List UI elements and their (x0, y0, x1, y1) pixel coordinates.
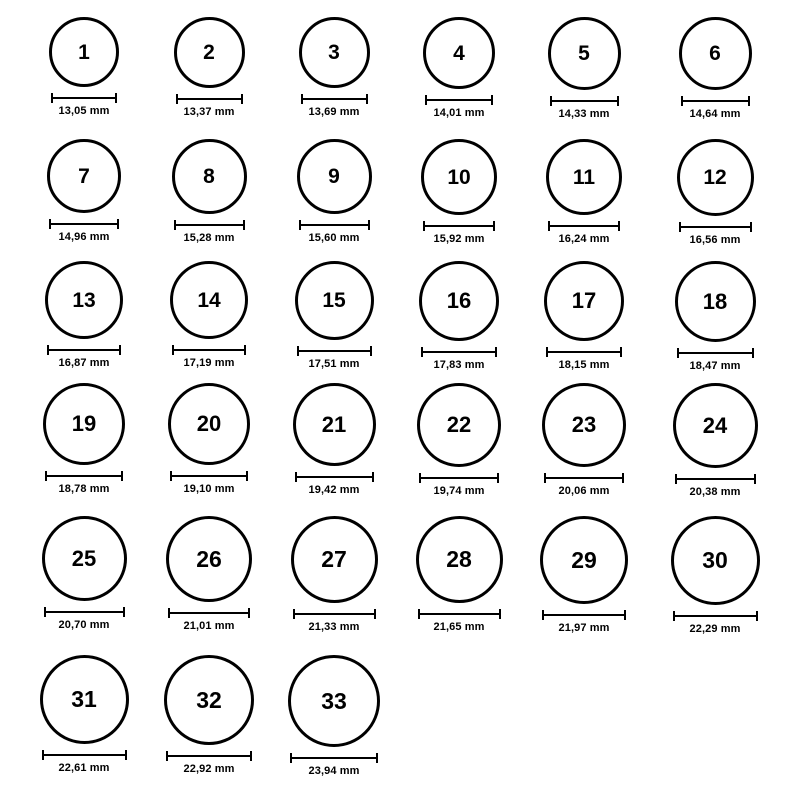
ring-circle (544, 261, 624, 341)
measure-cap-left (174, 220, 176, 230)
ring-size-item (147, 139, 271, 244)
ring-size-item (22, 139, 146, 243)
ring-size-item (397, 261, 521, 371)
measure-cap-right (493, 221, 495, 231)
measure-cap-right (370, 346, 372, 356)
measure-line (550, 100, 619, 102)
measure-line (168, 612, 250, 614)
ring-circle (546, 139, 622, 215)
measure-line (42, 754, 127, 756)
measure-cap-left (542, 610, 544, 620)
ring-circle (47, 139, 121, 213)
ring-size-item (272, 383, 396, 496)
ring-diameter-label: 20,38 mm (689, 486, 741, 498)
ring-size-item (147, 261, 271, 369)
ring-diameter-label: 18,47 mm (689, 360, 741, 372)
ring-diameter-label: 22,61 mm (58, 762, 110, 774)
ring-circle (45, 261, 123, 339)
diameter-measure-bar (170, 471, 248, 480)
ring-size-item (522, 139, 646, 245)
diameter-measure-bar (675, 474, 756, 483)
ring-diameter-label: 14,01 mm (433, 107, 485, 119)
measure-cap-right (754, 474, 756, 484)
measure-cap-right (248, 608, 250, 618)
ring-size-item (653, 17, 777, 120)
measure-cap-left (170, 471, 172, 481)
measure-line (419, 477, 499, 479)
ring-diameter-label: 13,05 mm (58, 105, 110, 117)
ring-circle (677, 139, 754, 216)
measure-line (297, 350, 372, 352)
ring-diameter-label: 21,97 mm (558, 622, 610, 634)
diameter-measure-bar (546, 347, 622, 356)
ring-size-item (147, 17, 271, 118)
ring-size-item (653, 261, 777, 372)
measure-cap-right (497, 473, 499, 483)
measure-cap-right (499, 609, 501, 619)
ring-circle (423, 17, 495, 89)
measure-cap-left (49, 219, 51, 229)
diameter-measure-bar (419, 473, 499, 482)
measure-line (425, 99, 493, 101)
measure-cap-right (119, 345, 121, 355)
ring-diameter-label: 15,60 mm (308, 232, 360, 244)
ring-size-number: 9 (328, 165, 340, 188)
measure-cap-left (681, 96, 683, 106)
diameter-measure-bar (423, 221, 495, 230)
ring-size-item (522, 261, 646, 371)
diameter-measure-bar (49, 219, 119, 228)
ring-diameter-label: 14,96 mm (58, 231, 110, 243)
diameter-measure-bar (293, 609, 376, 618)
ring-size-number: 14 (197, 288, 221, 312)
diameter-measure-bar (548, 221, 620, 230)
ring-size-item (22, 261, 146, 369)
ring-diameter-label: 14,33 mm (558, 108, 610, 120)
diameter-measure-bar (166, 751, 252, 760)
measure-line (45, 475, 123, 477)
ring-circle (548, 17, 621, 90)
diameter-measure-bar (679, 222, 752, 231)
ring-circle (288, 655, 380, 747)
measure-line (299, 224, 370, 226)
ring-diameter-label: 22,92 mm (183, 763, 235, 775)
measure-cap-left (419, 473, 421, 483)
ring-size-number: 30 (702, 547, 728, 573)
diameter-measure-bar (677, 348, 754, 357)
measure-cap-right (756, 611, 758, 621)
measure-line (166, 755, 252, 757)
ring-circle (417, 383, 501, 467)
ring-diameter-label: 23,94 mm (308, 765, 360, 777)
ring-size-number: 16 (446, 288, 472, 313)
measure-cap-right (366, 94, 368, 104)
ring-circle (166, 516, 252, 602)
ring-size-item (397, 17, 521, 119)
ring-circle (542, 383, 626, 467)
measure-cap-left (423, 221, 425, 231)
ring-size-item (653, 139, 777, 246)
diameter-measure-bar (550, 96, 619, 105)
ring-size-item (22, 383, 146, 495)
ring-diameter-label: 21,33 mm (308, 621, 360, 633)
ring-size-number: 19 (71, 411, 97, 436)
diameter-measure-bar (174, 220, 245, 229)
ring-circle (168, 383, 250, 465)
ring-size-item (22, 17, 146, 117)
ring-size-number: 21 (321, 411, 347, 437)
measure-cap-right (620, 347, 622, 357)
ring-diameter-label: 19,74 mm (433, 485, 485, 497)
ring-diameter-label: 17,83 mm (433, 359, 485, 371)
ring-size-number: 31 (71, 686, 97, 712)
ring-size-number: 20 (196, 411, 222, 436)
ring-diameter-label: 17,19 mm (183, 357, 235, 369)
ring-size-number: 28 (446, 546, 472, 572)
ring-size-item (272, 516, 396, 633)
measure-cap-right (495, 347, 497, 357)
diameter-measure-bar (681, 96, 750, 105)
ring-size-number: 25 (71, 545, 97, 571)
measure-line (295, 476, 374, 478)
ring-size-item (147, 383, 271, 495)
measure-line (423, 225, 495, 227)
measure-line (51, 97, 117, 99)
ring-circle (172, 139, 247, 214)
measure-line (301, 98, 368, 100)
ring-size-number: 12 (703, 166, 727, 189)
measure-line (546, 351, 622, 353)
measure-line (174, 224, 245, 226)
ring-size-number: 11 (572, 165, 596, 189)
measure-cap-right (250, 751, 252, 761)
ring-circle (295, 261, 374, 340)
measure-cap-left (44, 607, 46, 617)
diameter-measure-bar (172, 345, 246, 354)
ring-circle (671, 516, 760, 605)
ring-size-item (22, 516, 146, 631)
ring-size-item (522, 383, 646, 497)
ring-diameter-label: 20,70 mm (58, 619, 110, 631)
ring-size-number: 1 (78, 40, 90, 64)
measure-cap-right (123, 607, 125, 617)
ring-size-number: 29 (571, 546, 597, 573)
ring-circle (679, 17, 752, 90)
diameter-measure-bar (176, 94, 243, 103)
ring-size-number: 7 (78, 164, 90, 188)
ring-size-item (397, 139, 521, 245)
diameter-measure-bar (418, 609, 501, 618)
ring-size-item (272, 261, 396, 370)
measure-cap-right (117, 219, 119, 229)
diameter-measure-bar (542, 610, 626, 619)
diameter-measure-bar (544, 473, 624, 482)
measure-cap-left (176, 94, 178, 104)
measure-cap-right (246, 471, 248, 481)
ring-size-number: 33 (321, 687, 347, 714)
measure-cap-right (748, 96, 750, 106)
measure-line (673, 615, 758, 617)
measure-cap-left (290, 753, 292, 763)
ring-size-number: 3 (328, 41, 340, 64)
ring-size-number: 6 (709, 42, 721, 65)
measure-cap-left (293, 609, 295, 619)
measure-cap-right (617, 96, 619, 106)
measure-cap-left (172, 345, 174, 355)
measure-cap-right (750, 222, 752, 232)
measure-line (418, 613, 501, 615)
ring-diameter-label: 20,06 mm (558, 485, 610, 497)
measure-cap-right (376, 753, 378, 763)
diameter-measure-bar (295, 472, 374, 481)
measure-cap-left (548, 221, 550, 231)
measure-cap-left (679, 222, 681, 232)
measure-cap-right (372, 472, 374, 482)
ring-circle (416, 516, 503, 603)
ring-size-item (147, 516, 271, 632)
measure-cap-right (374, 609, 376, 619)
ring-size-number: 4 (453, 41, 465, 65)
measure-cap-left (421, 347, 423, 357)
measure-line (176, 98, 243, 100)
measure-cap-right (622, 473, 624, 483)
measure-cap-left (675, 474, 677, 484)
ring-size-number: 13 (72, 288, 96, 312)
measure-cap-right (624, 610, 626, 620)
ring-diameter-label: 18,78 mm (58, 483, 110, 495)
diameter-measure-bar (301, 94, 368, 103)
measure-line (44, 611, 125, 613)
ring-size-number: 15 (322, 289, 346, 312)
measure-cap-left (301, 94, 303, 104)
measure-line (47, 349, 121, 351)
measure-line (172, 349, 246, 351)
ring-size-number: 10 (447, 165, 471, 189)
ring-circle (164, 655, 254, 745)
ring-size-item (522, 17, 646, 120)
ring-diameter-label: 22,29 mm (689, 623, 741, 635)
measure-cap-left (42, 750, 44, 760)
measure-cap-left (425, 95, 427, 105)
ring-size-item (397, 516, 521, 633)
ring-size-number: 32 (196, 686, 222, 713)
measure-cap-left (677, 348, 679, 358)
ring-circle (297, 139, 372, 214)
ring-diameter-label: 19,10 mm (183, 483, 235, 495)
measure-cap-left (546, 347, 548, 357)
ring-size-number: 27 (321, 546, 347, 572)
diameter-measure-bar (47, 345, 121, 354)
measure-line (170, 475, 248, 477)
ring-size-item (397, 383, 521, 497)
measure-line (681, 100, 750, 102)
ring-circle (419, 261, 499, 341)
measure-line (679, 226, 752, 228)
measure-line (49, 223, 119, 225)
measure-cap-right (368, 220, 370, 230)
ring-circle (421, 139, 497, 215)
ring-size-number: 24 (702, 412, 728, 438)
ring-circle (673, 383, 758, 468)
ring-diameter-label: 14,64 mm (689, 108, 741, 120)
diameter-measure-bar (297, 346, 372, 355)
ring-circle (291, 516, 378, 603)
ring-circle (43, 383, 125, 465)
measure-cap-right (618, 221, 620, 231)
ring-diameter-label: 15,28 mm (183, 232, 235, 244)
measure-cap-left (47, 345, 49, 355)
measure-cap-right (241, 94, 243, 104)
ring-size-number: 18 (702, 288, 728, 314)
ring-circle (293, 383, 376, 466)
measure-cap-left (166, 751, 168, 761)
measure-cap-left (295, 472, 297, 482)
diameter-measure-bar (168, 608, 250, 617)
diameter-measure-bar (44, 607, 125, 616)
measure-line (548, 225, 620, 227)
measure-cap-left (299, 220, 301, 230)
diameter-measure-bar (290, 753, 378, 762)
measure-line (677, 352, 754, 354)
measure-line (293, 613, 376, 615)
measure-cap-right (125, 750, 127, 760)
ring-diameter-label: 17,51 mm (308, 358, 360, 370)
ring-size-item (653, 383, 777, 498)
ring-size-item (653, 516, 777, 635)
ring-size-item (272, 139, 396, 244)
ring-circle (540, 516, 628, 604)
ring-size-item (147, 655, 271, 775)
measure-cap-right (244, 345, 246, 355)
ring-circle (174, 17, 245, 88)
measure-cap-right (121, 471, 123, 481)
measure-line (421, 351, 497, 353)
ring-diameter-label: 13,69 mm (308, 106, 360, 118)
diameter-measure-bar (45, 471, 123, 480)
ring-diameter-label: 19,42 mm (308, 484, 360, 496)
measure-cap-left (51, 93, 53, 103)
ring-diameter-label: 13,37 mm (183, 106, 235, 118)
ring-circle (42, 516, 127, 601)
ring-size-item (272, 655, 396, 777)
ring-size-item (272, 17, 396, 118)
ring-size-item (522, 516, 646, 634)
ring-circle (299, 17, 370, 88)
ring-size-number: 22 (446, 412, 472, 437)
ring-diameter-label: 21,01 mm (183, 620, 235, 632)
ring-size-number: 23 (571, 412, 597, 437)
measure-cap-left (418, 609, 420, 619)
diameter-measure-bar (673, 611, 758, 620)
measure-cap-left (673, 611, 675, 621)
measure-cap-right (752, 348, 754, 358)
measure-cap-left (297, 346, 299, 356)
diameter-measure-bar (299, 220, 370, 229)
ring-size-number: 8 (203, 165, 215, 188)
ring-size-number: 5 (578, 42, 590, 65)
diameter-measure-bar (425, 95, 493, 104)
ring-size-item (22, 655, 146, 774)
ring-size-number: 26 (196, 545, 222, 572)
measure-cap-left (544, 473, 546, 483)
measure-cap-left (45, 471, 47, 481)
ring-size-number: 2 (203, 41, 215, 64)
measure-line (542, 614, 626, 616)
measure-line (675, 478, 756, 480)
ring-diameter-label: 16,56 mm (689, 234, 741, 246)
ring-diameter-label: 21,65 mm (433, 621, 485, 633)
ring-circle (170, 261, 248, 339)
ring-circle (675, 261, 756, 342)
ring-diameter-label: 16,24 mm (558, 233, 610, 245)
diameter-measure-bar (51, 93, 117, 102)
diameter-measure-bar (42, 750, 127, 759)
measure-line (290, 757, 378, 759)
ring-diameter-label: 15,92 mm (433, 233, 485, 245)
measure-cap-right (243, 220, 245, 230)
measure-cap-right (491, 95, 493, 105)
ring-size-number: 17 (571, 288, 597, 313)
measure-cap-left (168, 608, 170, 618)
measure-cap-right (115, 93, 117, 103)
ring-diameter-label: 16,87 mm (58, 357, 110, 369)
ring-diameter-label: 18,15 mm (558, 359, 610, 371)
ring-circle (40, 655, 129, 744)
measure-cap-left (550, 96, 552, 106)
diameter-measure-bar (421, 347, 497, 356)
measure-line (544, 477, 624, 479)
ring-circle (49, 17, 119, 87)
